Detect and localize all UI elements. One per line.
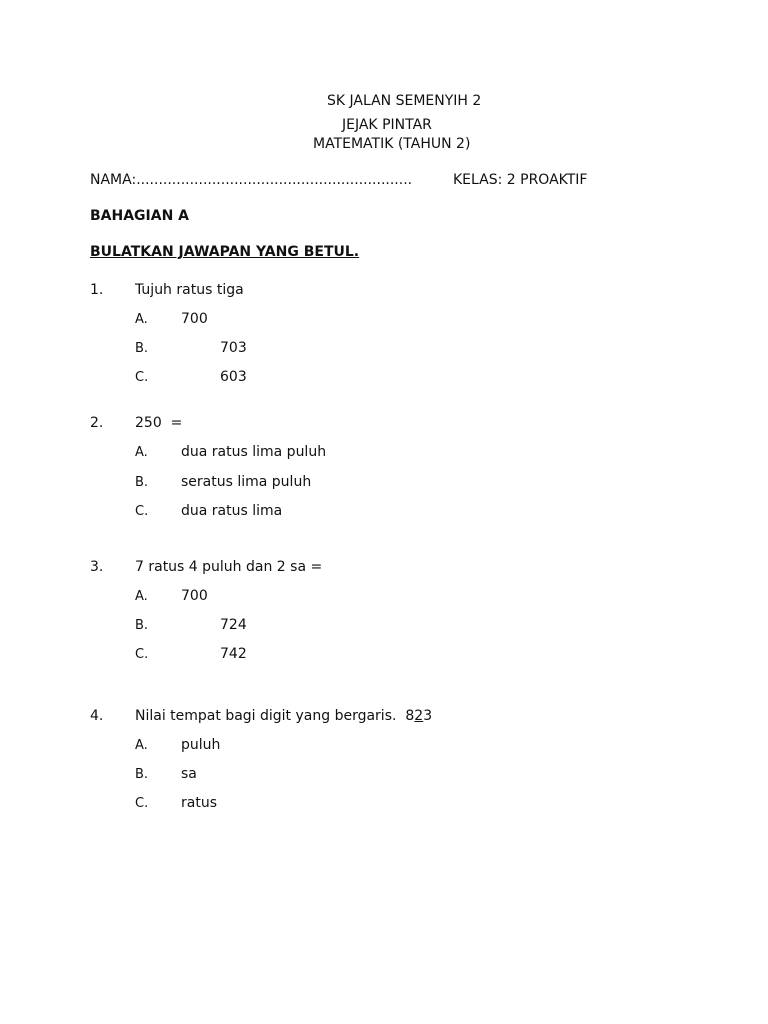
option-text: dua ratus lima puluh bbox=[181, 444, 327, 460]
option-text: ratus bbox=[181, 795, 217, 811]
option-text: sa bbox=[181, 766, 197, 782]
option-letter: B. bbox=[135, 475, 149, 490]
question-text: Tujuh ratus tiga bbox=[135, 282, 244, 298]
name-line bbox=[90, 172, 412, 188]
option-letter: C. bbox=[135, 370, 149, 385]
option-letter: B. bbox=[135, 618, 149, 633]
option-letter: A. bbox=[135, 312, 148, 327]
question-number: 1. bbox=[90, 282, 104, 298]
question-text: 7 ratus 4 puluh dan 2 sa = bbox=[135, 559, 323, 575]
option-text: 742 bbox=[220, 646, 247, 662]
option-letter: A. bbox=[135, 738, 148, 753]
section-title: BAHAGIAN A bbox=[90, 208, 190, 224]
question-number: 2. bbox=[90, 415, 104, 431]
option-text: 700 bbox=[181, 588, 208, 604]
option-text: seratus lima puluh bbox=[181, 474, 312, 490]
option-letter: B. bbox=[135, 767, 149, 782]
option-letter: B. bbox=[135, 341, 149, 356]
option-letter: C. bbox=[135, 647, 149, 662]
question-text: Nilai tempat bagi digit yang bergaris. bbox=[135, 708, 397, 724]
underlined-digit: 2 bbox=[414, 708, 424, 724]
subject-title: MATEMATIK (TAHUN 2) bbox=[313, 136, 471, 152]
option-text: dua ratus lima bbox=[181, 503, 283, 519]
number-digit: 8 bbox=[405, 708, 415, 724]
option-letter: C. bbox=[135, 504, 149, 519]
program-name: JEJAK PINTAR bbox=[342, 117, 432, 133]
class-label: KELAS: 2 PROAKTIF bbox=[453, 172, 588, 188]
option-text: 724 bbox=[220, 617, 247, 633]
question-text: 250 = bbox=[135, 415, 183, 431]
question-number: 3. bbox=[90, 559, 104, 575]
option-text: 703 bbox=[220, 340, 247, 356]
name-dots: .............................................................. bbox=[136, 172, 413, 188]
option-letter: A. bbox=[135, 589, 148, 604]
name-label: NAMA: bbox=[90, 172, 137, 188]
section-instruction: BULATKAN JAWAPAN YANG BETUL. bbox=[90, 244, 360, 260]
number-digit: 3 bbox=[423, 708, 433, 724]
option-text: 700 bbox=[181, 311, 208, 327]
option-text: puluh bbox=[181, 737, 221, 753]
option-letter: A. bbox=[135, 445, 148, 460]
school-name: SK JALAN SEMENYIH 2 bbox=[327, 93, 482, 109]
option-letter: C. bbox=[135, 796, 149, 811]
question-number: 4. bbox=[90, 708, 104, 724]
option-text: 603 bbox=[220, 369, 247, 385]
question-text-line bbox=[135, 708, 432, 724]
